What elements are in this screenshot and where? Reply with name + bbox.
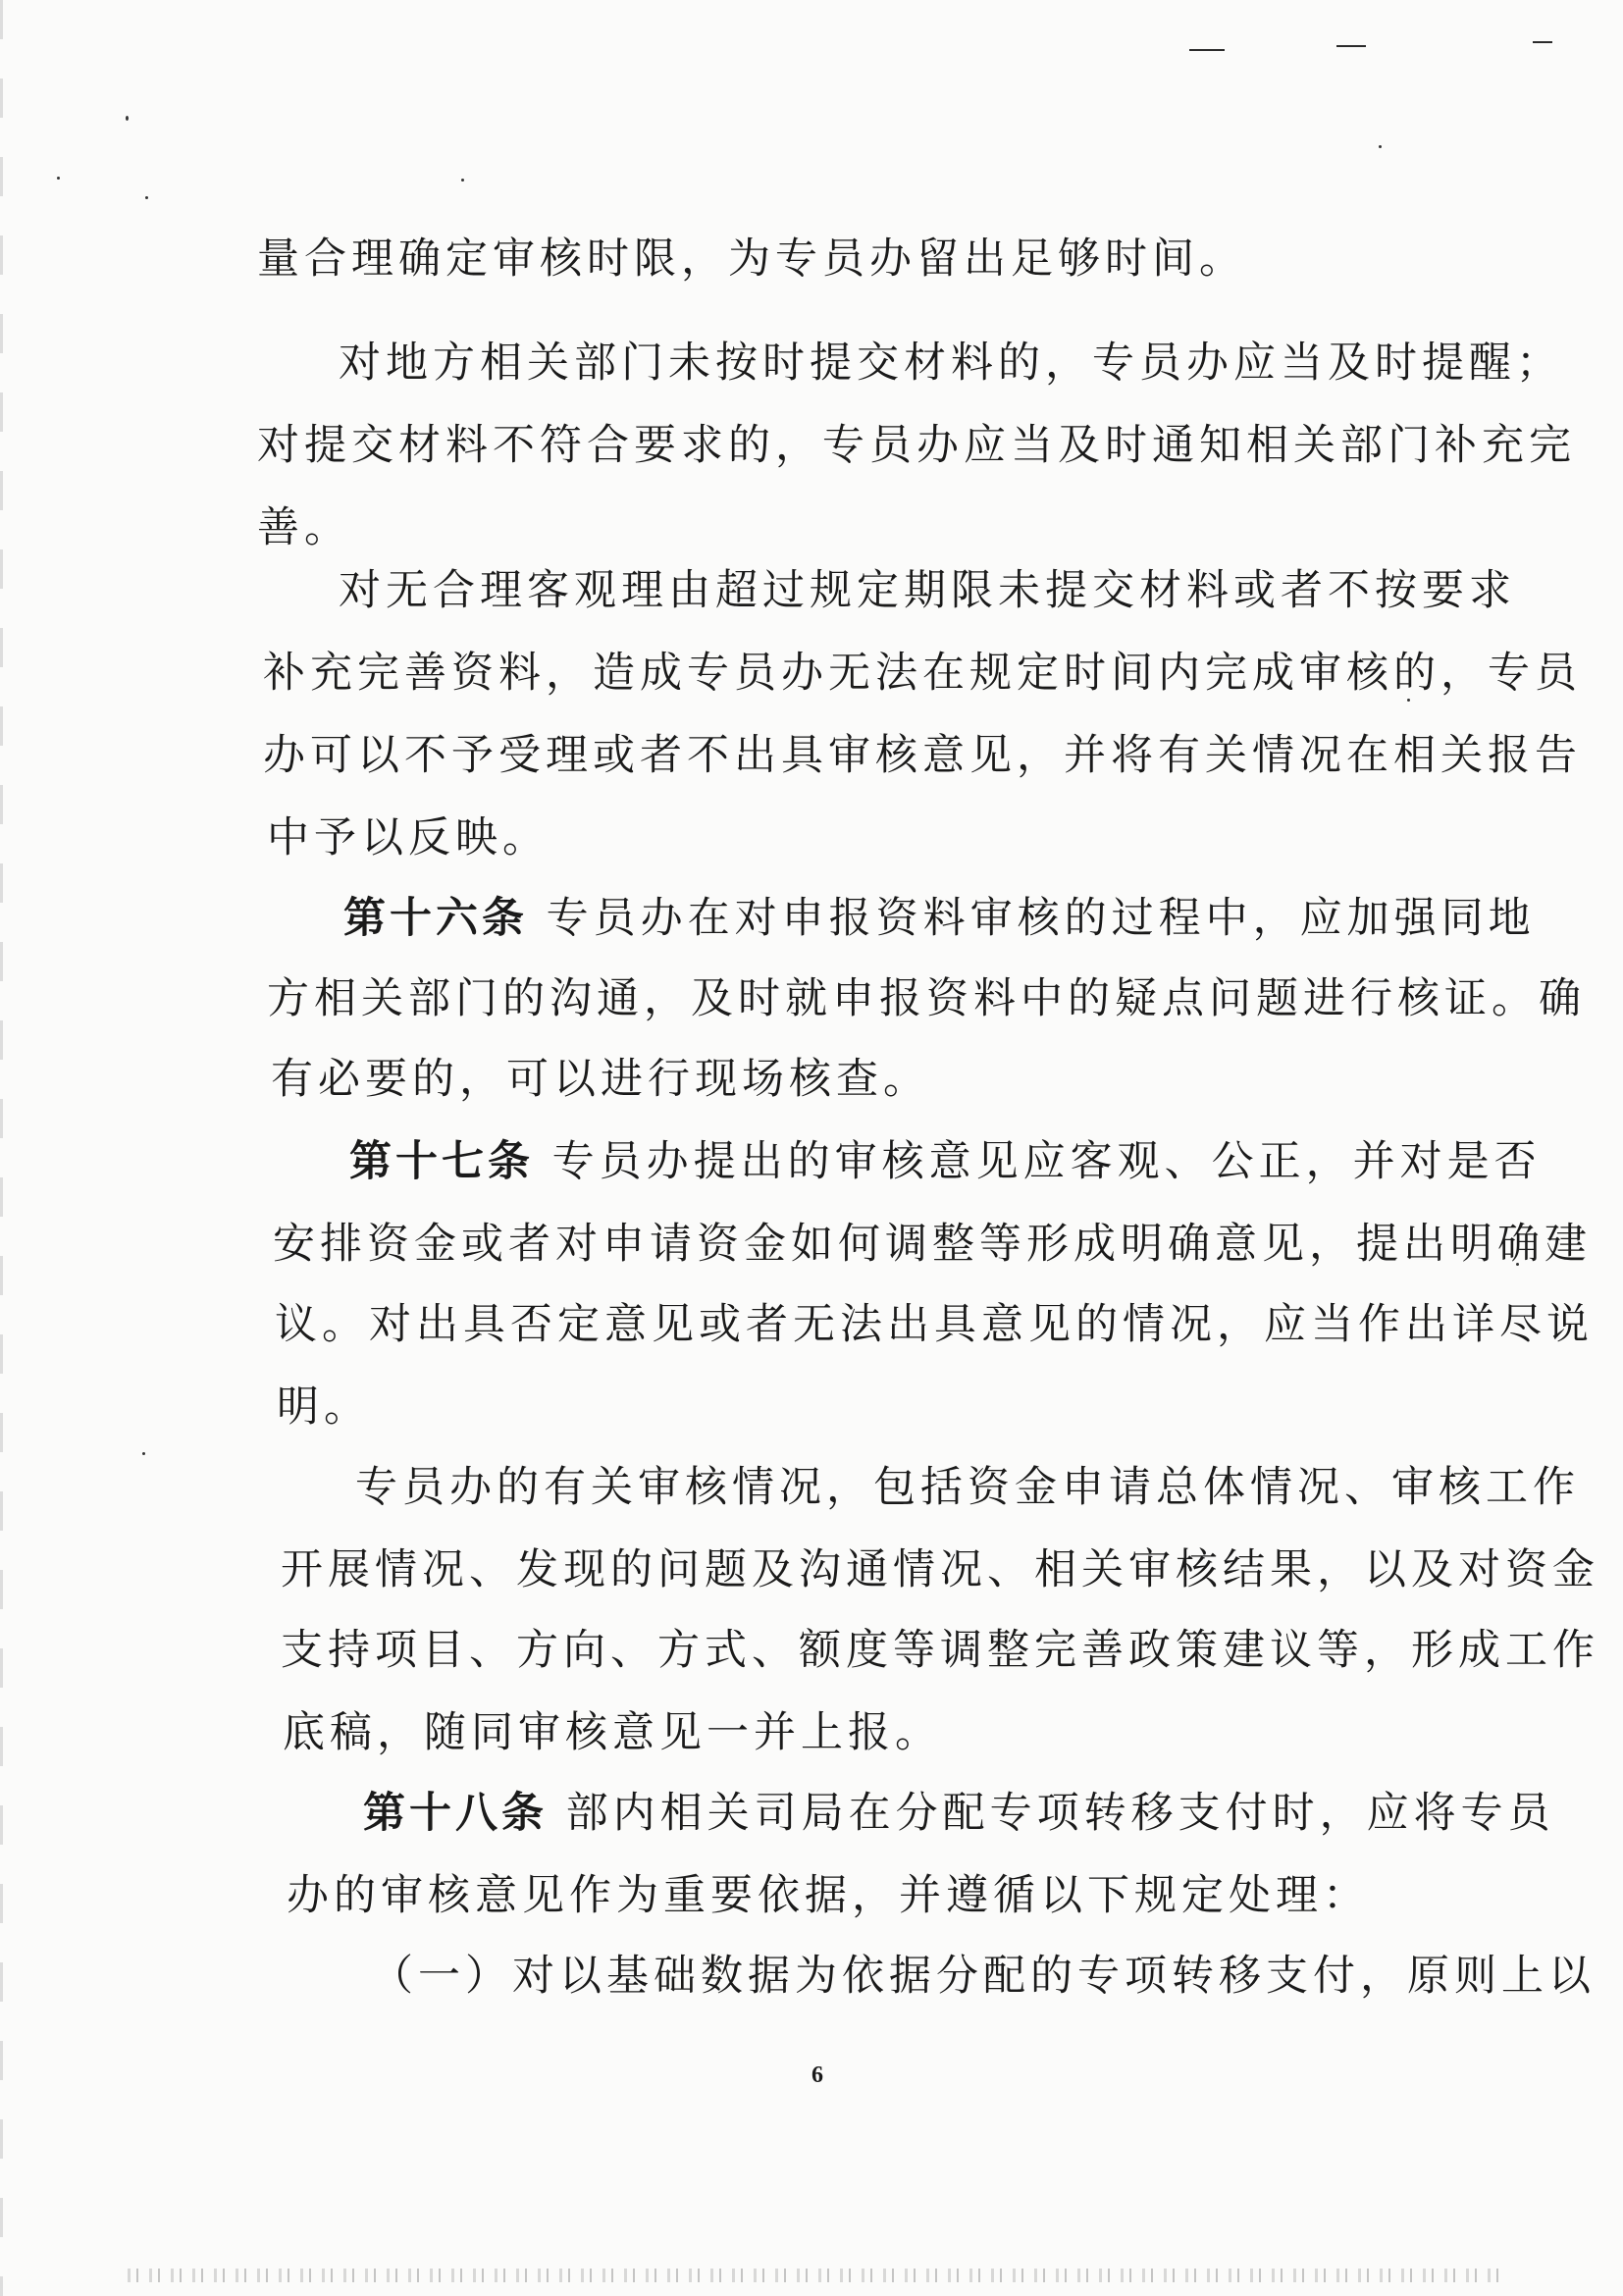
text-line: 有必要的，可以进行现场核查。 [271,1055,930,1104]
text-line: 底稿，随同审核意见一并上报。 [283,1708,942,1757]
text-line: 中予以反映。 [267,813,550,862]
scan-edge [0,0,3,2296]
scan-speck [461,179,464,182]
article-heading: 第十七条 [349,1137,534,1186]
text-line: 补充完善资料，造成专员办无法在规定时间内完成审核的，专员 [263,649,1582,698]
text-line: （一）对以基础数据为依据分配的专项转移支付，原则上以 [371,1952,1596,2001]
text-segment: 部内相关司局在分配专项转移支付时，应将专员 [565,1789,1555,1838]
text-line: 对提交材料不符合要求的，专员办应当及时通知相关部门补充完 [257,421,1576,470]
article-heading: 第十八条 [363,1789,548,1838]
text-line: 量合理确定审核时限，为专员办留出足够时间。 [257,235,1246,284]
text-line: 明。 [277,1383,371,1432]
text-line: 支持项目、方向、方式、额度等调整完善政策建议等，形成工作 [281,1626,1599,1675]
scan-speck [142,1452,145,1455]
scan-speck [57,177,60,180]
text-segment: 专员办提出的审核意见应客观、公正，并对是否 [551,1137,1542,1186]
text-line: 议。对出具否定意见或者无法出具意见的情况，应当作出详尽说 [275,1300,1594,1349]
scan-speck [126,116,129,121]
article-18-line [363,1786,1555,1841]
article-17-line [349,1134,1542,1189]
scan-mark [1189,49,1225,51]
article-16-line [343,891,1536,946]
scan-mark [1336,45,1366,47]
text-line: 方相关部门的沟通，及时就申报资料中的疑点问题进行核证。确 [267,974,1586,1023]
text-line: 善。 [257,503,351,552]
text-line: 对地方相关部门未按时提交材料的，专员办应当及时提醒； [339,339,1563,388]
scan-noise [128,2269,1501,2282]
page-number: 6 [812,2062,823,2088]
text-line: 对无合理客观理由超过规定期限未提交材料或者不按要求 [339,566,1516,615]
text-segment: 专员办在对申报资料审核的过程中，应加强同地 [546,894,1536,943]
scan-mark [1533,41,1552,43]
text-line: 专员办的有关审核情况，包括资金申请总体情况、审核工作 [355,1463,1580,1512]
text-line: 安排资金或者对申请资金如何调整等形成明确意见，提出明确建 [273,1220,1592,1269]
scan-speck [1379,145,1382,148]
text-line: 办可以不予受理或者不出具审核意见，并将有关情况在相关报告 [263,731,1582,780]
text-line: 办的审核意见作为重要依据，并遵循以下规定处理： [287,1871,1370,1920]
article-heading: 第十六条 [343,894,528,943]
text-line: 开展情况、发现的问题及沟通情况、相关审核结果，以及对资金 [281,1545,1599,1594]
scan-speck [145,196,148,199]
